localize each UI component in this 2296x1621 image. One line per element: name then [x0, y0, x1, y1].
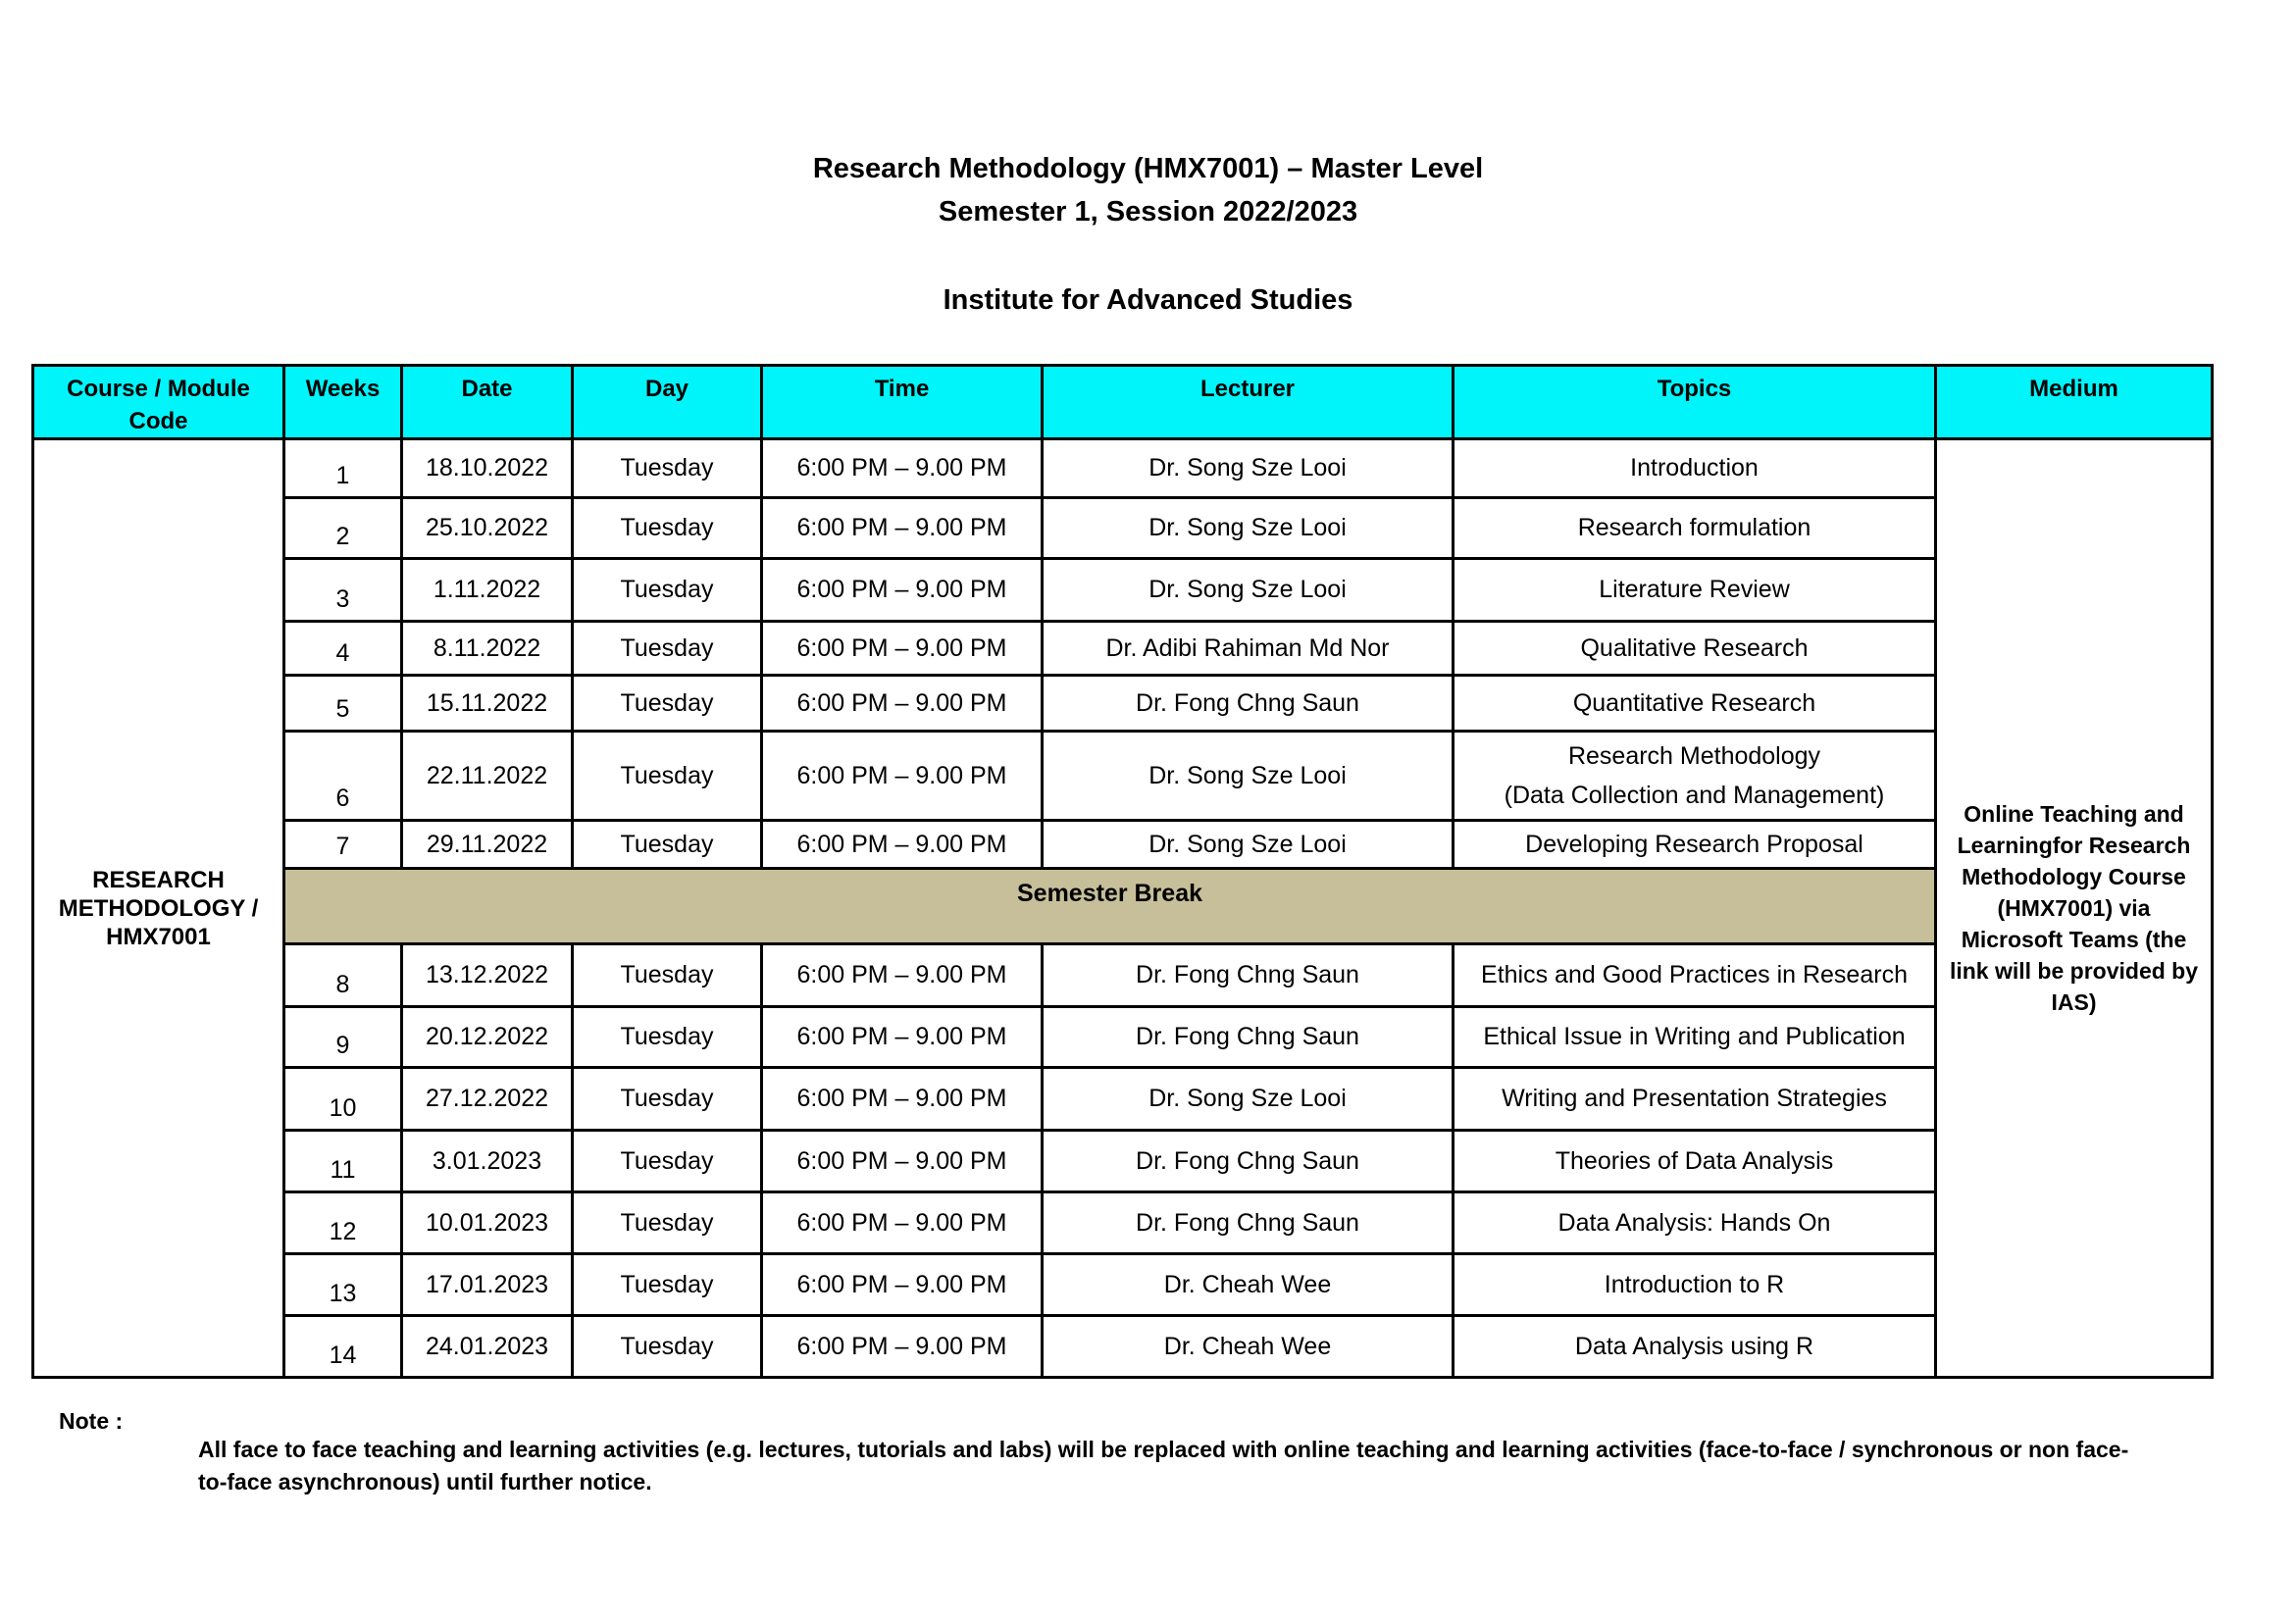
day-cell: Tuesday: [573, 559, 762, 622]
column-header-medium: Medium: [1936, 366, 2213, 439]
week-cell: 2: [284, 498, 402, 559]
lecturer-cell: Dr. Cheah Wee: [1043, 1254, 1454, 1316]
time-cell: 6:00 PM – 9.00 PM: [762, 821, 1043, 869]
lecturer-cell: Dr. Song Sze Looi: [1043, 821, 1454, 869]
topic-cell: Data Analysis using R: [1454, 1316, 1936, 1378]
semester-break-cell: Semester Break: [284, 869, 1936, 944]
day-cell: Tuesday: [573, 1254, 762, 1316]
semester-break-row: [33, 869, 2213, 944]
time-cell: 6:00 PM – 9.00 PM: [762, 1254, 1043, 1316]
lecturer-cell: Dr. Fong Chng Saun: [1043, 1007, 1454, 1068]
document-title: Research Methodology (HMX7001) – Master Level: [812, 153, 1484, 184]
column-header-topics: Topics: [1454, 366, 1936, 439]
day-cell: Tuesday: [573, 732, 762, 821]
lecturer-cell: Dr. Fong Chng Saun: [1043, 1192, 1454, 1254]
topic-cell: Data Analysis: Hands On: [1454, 1192, 1936, 1254]
table-row: [33, 1131, 2213, 1192]
lecturer-cell: Dr. Cheah Wee: [1043, 1316, 1454, 1378]
topic-line: Research Methodology: [1567, 742, 1821, 770]
date-cell: 25.10.2022: [402, 498, 573, 559]
column-header-time: Time: [762, 366, 1043, 439]
date-cell: 8.11.2022: [402, 622, 573, 676]
table-row: [33, 559, 2213, 622]
topic-subline: (Data Collection and Management): [1504, 782, 1885, 809]
medium-cell: Online Teaching and Learningfor Research Methodology Course (HMX7001) via Microsoft Teams (the link will be provided by IAS): [1936, 439, 2213, 1378]
topic-cell: Introduction: [1454, 439, 1936, 498]
date-cell: 17.01.2023: [402, 1254, 573, 1316]
date-cell: 1.11.2022: [402, 559, 573, 622]
day-cell: Tuesday: [573, 821, 762, 869]
week-cell: 1: [284, 439, 402, 498]
topic-cell: Theories of Data Analysis: [1454, 1131, 1936, 1192]
day-cell: Tuesday: [573, 1007, 762, 1068]
lecturer-cell: Dr. Song Sze Looi: [1043, 1068, 1454, 1131]
week-cell: 14: [284, 1316, 402, 1378]
table-row: [33, 1068, 2213, 1131]
week-cell: 7: [284, 821, 402, 869]
week-cell: 8: [284, 944, 402, 1007]
time-cell: 6:00 PM – 9.00 PM: [762, 1192, 1043, 1254]
table-row: [33, 676, 2213, 732]
day-cell: Tuesday: [573, 1192, 762, 1254]
time-cell: 6:00 PM – 9.00 PM: [762, 622, 1043, 676]
lecturer-cell: Dr. Song Sze Looi: [1043, 498, 1454, 559]
time-cell: 6:00 PM – 9.00 PM: [762, 498, 1043, 559]
day-cell: Tuesday: [573, 1068, 762, 1131]
table-row: [33, 1007, 2213, 1068]
topic-cell: Introduction to R: [1454, 1254, 1936, 1316]
time-cell: 6:00 PM – 9.00 PM: [762, 439, 1043, 498]
note-label: Note :: [59, 1408, 124, 1434]
table-header-row: [33, 366, 2213, 439]
date-cell: 13.12.2022: [402, 944, 573, 1007]
day-cell: Tuesday: [573, 439, 762, 498]
lecturer-cell: Dr. Fong Chng Saun: [1043, 1131, 1454, 1192]
time-cell: 6:00 PM – 9.00 PM: [762, 732, 1043, 821]
lecturer-cell: Dr. Fong Chng Saun: [1043, 944, 1454, 1007]
lecturer-cell: Dr. Song Sze Looi: [1043, 439, 1454, 498]
topic-cell: Ethical Issue in Writing and Publication: [1454, 1007, 1936, 1068]
date-cell: 24.01.2023: [402, 1316, 573, 1378]
date-cell: 27.12.2022: [402, 1068, 573, 1131]
column-header-course: Course / Module Code: [33, 366, 284, 439]
institute-name: Institute for Advanced Studies: [943, 284, 1353, 316]
topic-cell: Developing Research Proposal: [1454, 821, 1936, 869]
topic-cell: Qualitative Research: [1454, 622, 1936, 676]
topic-cell: Writing and Presentation Strategies: [1454, 1068, 1936, 1131]
time-cell: 6:00 PM – 9.00 PM: [762, 676, 1043, 732]
date-cell: 29.11.2022: [402, 821, 573, 869]
column-header-weeks: Weeks: [284, 366, 402, 439]
week-cell: 9: [284, 1007, 402, 1068]
topic-cell: Research formulation: [1454, 498, 1936, 559]
day-cell: Tuesday: [573, 676, 762, 732]
schedule-table: [31, 364, 2214, 1379]
time-cell: 6:00 PM – 9.00 PM: [762, 559, 1043, 622]
date-cell: 18.10.2022: [402, 439, 573, 498]
lecturer-cell: Dr. Song Sze Looi: [1043, 559, 1454, 622]
week-cell: 13: [284, 1254, 402, 1316]
topic-cell: [1454, 732, 1936, 821]
topic-cell: Quantitative Research: [1454, 676, 1936, 732]
week-cell: 10: [284, 1068, 402, 1131]
topic-cell: Literature Review: [1454, 559, 1936, 622]
topic-cell: Ethics and Good Practices in Research: [1454, 944, 1936, 1007]
note-text: All face to face teaching and learning activities (e.g. lectures, tutorials and labs) will be replaced with online teaching and learning activities (face-to-face / synchronous or non face-to-face asynchronous) until further notice.: [198, 1437, 2129, 1494]
week-cell: 11: [284, 1131, 402, 1192]
week-cell: 6: [284, 732, 402, 821]
time-cell: 6:00 PM – 9.00 PM: [762, 1007, 1043, 1068]
day-cell: Tuesday: [573, 944, 762, 1007]
time-cell: 6:00 PM – 9.00 PM: [762, 1316, 1043, 1378]
column-header-date: Date: [402, 366, 573, 439]
day-cell: Tuesday: [573, 1131, 762, 1192]
table-row: [33, 439, 2213, 498]
table-row: [33, 732, 2213, 821]
lecturer-cell: Dr. Adibi Rahiman Md Nor: [1043, 622, 1454, 676]
time-cell: 6:00 PM – 9.00 PM: [762, 1068, 1043, 1131]
date-cell: 22.11.2022: [402, 732, 573, 821]
week-cell: 3: [284, 559, 402, 622]
time-cell: 6:00 PM – 9.00 PM: [762, 1131, 1043, 1192]
week-cell: 4: [284, 622, 402, 676]
lecturer-cell: Dr. Song Sze Looi: [1043, 732, 1454, 821]
column-header-day: Day: [573, 366, 762, 439]
time-cell: 6:00 PM – 9.00 PM: [762, 944, 1043, 1007]
table-row: [33, 1254, 2213, 1316]
day-cell: Tuesday: [573, 498, 762, 559]
course-code-cell: RESEARCH METHODOLOGY / HMX7001: [33, 439, 284, 1378]
date-cell: 3.01.2023: [402, 1131, 573, 1192]
table-row: [33, 498, 2213, 559]
week-cell: 5: [284, 676, 402, 732]
day-cell: Tuesday: [573, 1316, 762, 1378]
table-row: [33, 622, 2213, 676]
table-row: [33, 944, 2213, 1007]
table-row: [33, 1316, 2213, 1378]
table-row: [33, 1192, 2213, 1254]
date-cell: 10.01.2023: [402, 1192, 573, 1254]
column-header-lecturer: Lecturer: [1043, 366, 1454, 439]
week-cell: 12: [284, 1192, 402, 1254]
semester-line: Semester 1, Session 2022/2023: [938, 196, 1358, 228]
lecturer-cell: Dr. Fong Chng Saun: [1043, 676, 1454, 732]
table-row: [33, 821, 2213, 869]
date-cell: 15.11.2022: [402, 676, 573, 732]
day-cell: Tuesday: [573, 622, 762, 676]
date-cell: 20.12.2022: [402, 1007, 573, 1068]
